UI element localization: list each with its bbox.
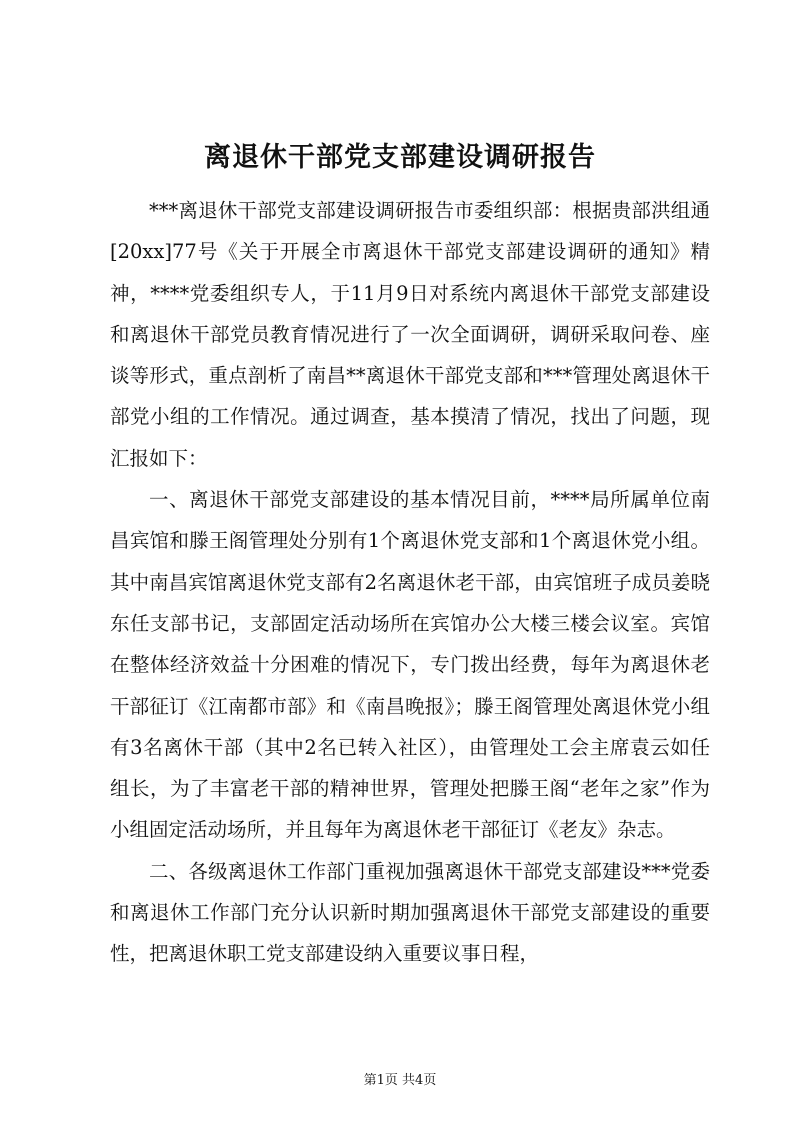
page-number-footer: 第1页 共4页 — [363, 1073, 437, 1088]
document-body — [110, 190, 710, 975]
paragraph-section-1: 一、离退休干部党支部建设的基本情况目前，****局所属单位南昌宾馆和滕王阁管理处分别有1个离退休党支部和1个离退休党小组。其中南昌宾馆离退休党支部有2名离退休老干部，由宾馆班子成员姜晓东任支部书记，支部固定活动场所在宾馆办公大楼三楼会议室。宾馆在整体经济效益十分困难的情况下，专门拨出经费，每年为离退休老干部征订《江南都市部》和《南昌晚报》；滕王阁管理处离退休党小组有3名离休干部（其中2名已转入社区），由管理处工会主席袁云如任组长，为了丰富老干部的精神世界，管理处把滕王阁“老年之家”作为小组固定活动场所，并且每年为离退休老干部征订《老友》杂志。 — [110, 488, 710, 842]
document-title: 离退休干部党支部建设调研报告 — [204, 142, 596, 173]
paragraph-intro: ***离退休干部党支部建设调研报告市委组织部：根据贵部洪组通[20xx]77号《关于开展全市离退休干部党支部建设调研的通知》精神，****党委组织专人，于11月9日对系统内离退休干部党支部建设和离退休干部党员教育情况进行了一次全面调研，调研采取问卷、座谈等形式，重点剖析了南昌**离退休干部党支部和***管理处离退休干部党小组的工作情况。通过调查，基本摸清了情况，找出了问题，现汇报如下： — [110, 199, 710, 470]
paragraph-section-2: 二、各级离退休工作部门重视加强离退休干部党支部建设***党委和离退休工作部门充分认识新时期加强离退休干部党支部建设的重要性，把离退休职工党支部建设纳入重要议事日程， — [110, 859, 710, 966]
